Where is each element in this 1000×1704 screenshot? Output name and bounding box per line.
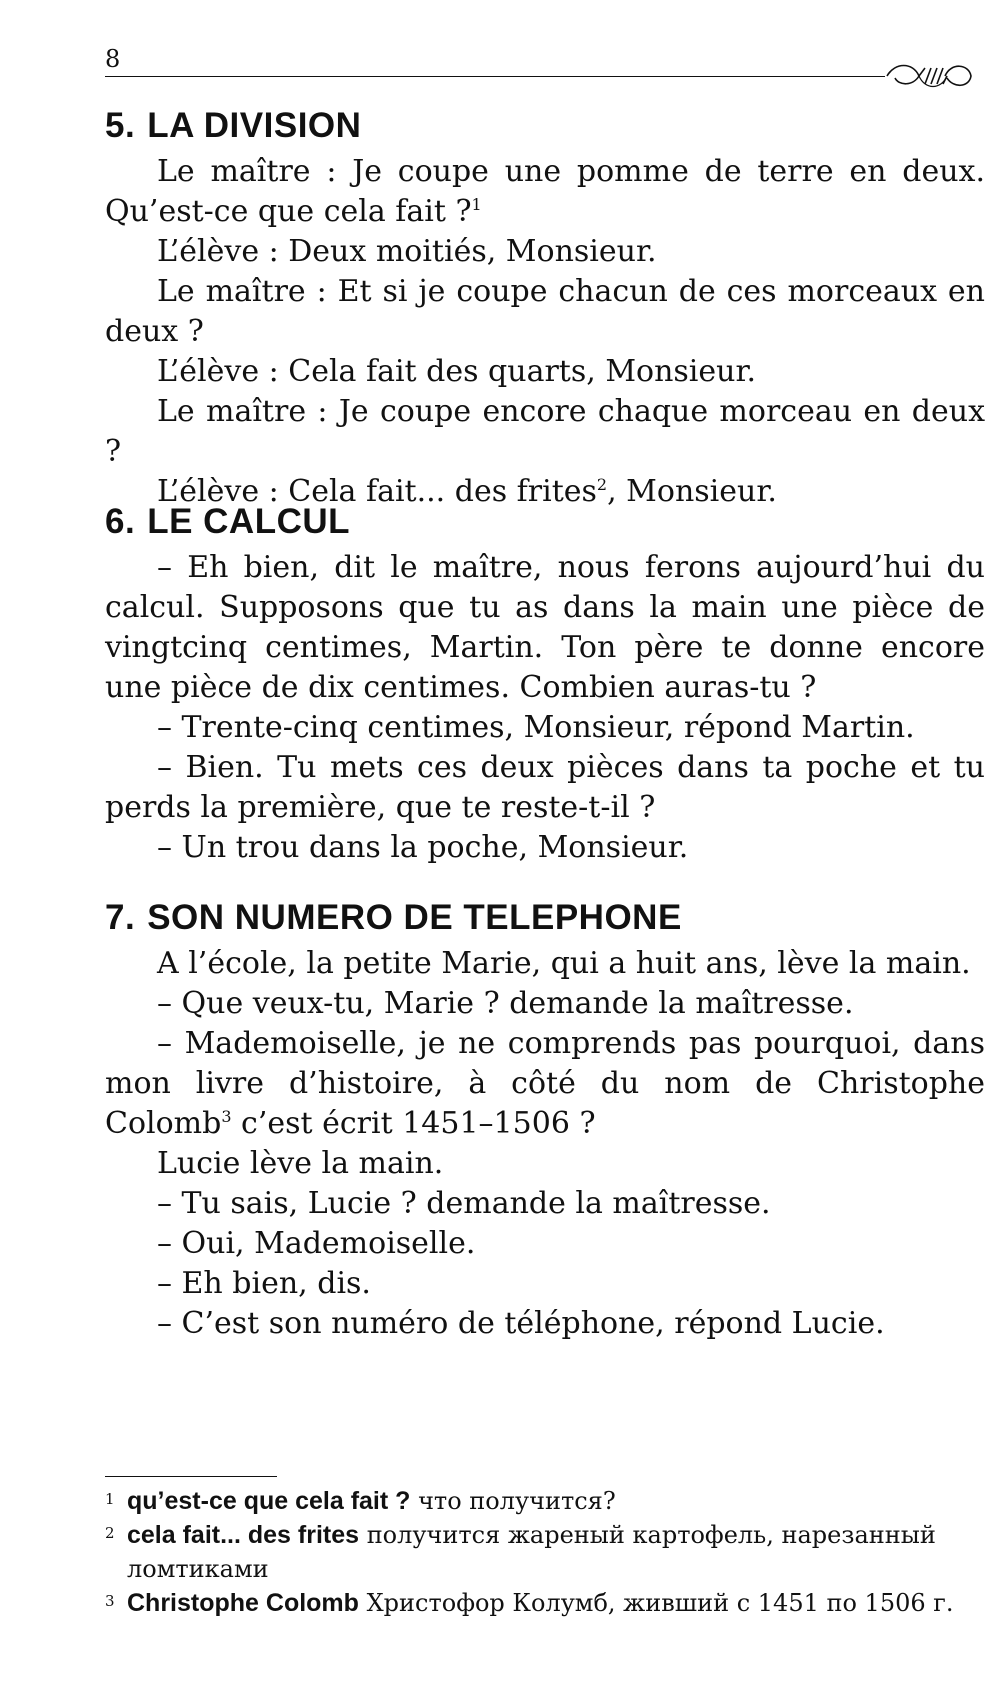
section-son-numero-de-telephone (105, 896, 985, 1344)
paragraph: – Mademoiselle, je ne comprends pas pourquoi, dans mon livre d’histoire, à côté du nom de Christophe Colomb$^3$ c’est écrit 1451–1506 ? (105, 1026, 985, 1141)
section-le-calcul (105, 500, 985, 868)
flourish-ornament-icon (885, 56, 975, 96)
page-number: 8 (105, 45, 121, 73)
paragraph: – Oui, Mademoiselle. (157, 1226, 476, 1261)
section-title: 5. LA DIVISION (105, 106, 362, 145)
footnote-ref: 1 (471, 195, 482, 214)
paragraph: L’élève : Cela fait... des frites$^2$, Monsieur. (157, 474, 777, 509)
paragraph: – Trente-cinq centimes, Monsieur, répond Martin. (157, 710, 915, 745)
section-la-division (105, 104, 985, 512)
paragraph: – Eh bien, dis. (157, 1266, 371, 1301)
paragraph: L’élève : Cela fait des quarts, Monsieur. (157, 354, 757, 389)
paragraph: – Bien. Tu mets ces deux pièces dans ta poche et tu perds la première, que te reste-t-il ? (105, 750, 985, 825)
paragraph: – Que veux-tu, Marie ? demande la maîtresse. (157, 986, 854, 1021)
paragraph: L’élève : Deux moitiés, Monsieur. (157, 234, 657, 269)
paragraph: Le maître : Et si je coupe chacun de ces morceaux en deux ? (105, 274, 985, 349)
footnote: 3 Christophe Colomb Христофор Колумб, живший с 1451 по 1506 г. (105, 1589, 954, 1617)
footnote-ref: 3 (221, 1107, 232, 1126)
paragraph: Lucie lève la main. (157, 1146, 444, 1181)
paragraph: – Tu sais, Lucie ? demande la maîtresse. (157, 1186, 771, 1221)
footnote: 1 qu’est-ce que cela fait ? что получится? (105, 1487, 616, 1515)
footnote-separator (105, 1476, 277, 1477)
header-rule (105, 76, 885, 77)
paragraph: – Un trou dans la poche, Monsieur. (157, 830, 689, 865)
footnote: 2 cela fait... des frites получится жареный картофель, нарезанный ломтиками (105, 1521, 936, 1583)
page-header (105, 44, 975, 94)
paragraph: Le maître : Je coupe encore chaque morceau en deux ? (105, 394, 985, 469)
paragraph: A l’école, la petite Marie, qui a huit ans, lève la main. (157, 946, 971, 981)
section-title: 6. LE CALCUL (105, 502, 351, 541)
paragraph: – Eh bien, dit le maître, nous ferons aujourd’hui du calcul. Supposons que tu as dans la main une pièce de vingtcinq centimes, Martin. Ton père te donne encore une pièce de dix centimes. Combien auras-tu ? (105, 550, 985, 705)
footnote-ref: 2 (596, 475, 608, 494)
footnotes (105, 1484, 975, 1620)
paragraph: – C’est son numéro de téléphone, répond Lucie. (157, 1306, 885, 1341)
paragraph: Le maître : Je coupe une pomme de terre en deux. Qu’est-ce que cela fait ?$^1$ (105, 154, 985, 229)
section-title: 7. SON NUMERO DE TELEPHONE (105, 898, 682, 937)
